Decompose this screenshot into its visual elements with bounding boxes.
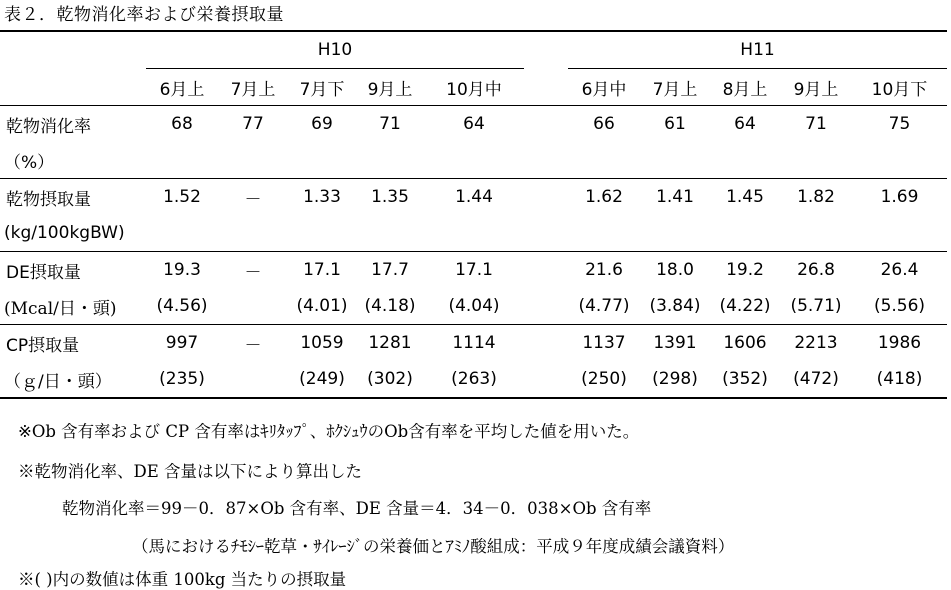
cell: (4.22) <box>710 288 780 325</box>
cell: － <box>244 189 262 210</box>
row-label: (kg/100kgBW) <box>0 215 146 252</box>
cell <box>218 361 288 398</box>
period-header: 6月中 <box>568 69 640 106</box>
row-label: 乾物消化率 <box>6 116 91 137</box>
cell: 1114 <box>452 333 496 353</box>
table-row <box>0 361 947 398</box>
table-row <box>0 142 947 179</box>
cell: 71 <box>805 114 827 134</box>
cell: (302) <box>356 361 424 398</box>
period-header: 8月上 <box>710 69 780 106</box>
table-row <box>0 179 947 216</box>
cell: 1.35 <box>371 187 409 207</box>
cell: 75 <box>888 114 911 134</box>
row-label: （%） <box>0 142 146 179</box>
cell: 61 <box>664 114 686 134</box>
nutrition-table <box>0 30 947 399</box>
cell: 1059 <box>300 333 344 353</box>
table-row <box>0 252 947 289</box>
row-label: 乾物摂取量 <box>6 189 91 210</box>
cell: 1391 <box>653 333 697 353</box>
cell: 997 <box>165 333 199 353</box>
period-header: 9月上 <box>356 69 424 106</box>
cell: (4.18) <box>356 288 424 325</box>
period-header: 10月下 <box>852 69 947 106</box>
period-header: 7月下 <box>288 69 356 106</box>
cell: (3.84) <box>640 288 710 325</box>
cell: 69 <box>311 114 333 134</box>
footnote: ※乾物消化率、DE 含量は以下により算出した <box>18 462 363 481</box>
footnote: ※Ob 含有率および CP 含有率はｷﾘﾀｯﾌﾟ、ﾎｸｼｭｳのOb含有率を平均した値を用いた。 <box>18 422 640 441</box>
cell: (472) <box>780 361 852 398</box>
cell: (4.04) <box>424 288 524 325</box>
row-label: CP摂取量 <box>6 335 80 356</box>
cell: (4.01) <box>288 288 356 325</box>
cell: 19.2 <box>726 260 764 280</box>
formula-note: 乾物消化率＝99－0．87×Ob 含有率、DE 含量＝4．34－0．038×Ob 含有率 <box>62 499 652 518</box>
cell: － <box>244 262 262 283</box>
period-header: 10月中 <box>424 69 524 106</box>
cell: 1137 <box>582 333 626 353</box>
group-h10: H10 <box>146 31 524 69</box>
period-header: 6月上 <box>146 69 218 106</box>
cell: 1.41 <box>656 187 694 207</box>
cell: 1606 <box>723 333 767 353</box>
table-row <box>0 325 947 362</box>
table-row <box>0 215 947 252</box>
cell: 77 <box>242 114 264 134</box>
cell: 21.6 <box>585 260 623 280</box>
cell: 1986 <box>877 333 922 353</box>
period-header: 7月上 <box>218 69 288 106</box>
cell: 19.3 <box>163 260 201 280</box>
period-header-row <box>0 69 947 106</box>
cell: (298) <box>640 361 710 398</box>
cell: (4.77) <box>568 288 640 325</box>
cell: 1.44 <box>455 187 493 207</box>
cell: (5.71) <box>780 288 852 325</box>
cell: 1.45 <box>726 187 764 207</box>
cell: (352) <box>710 361 780 398</box>
cell: 1.82 <box>797 187 835 207</box>
cell: (263) <box>424 361 524 398</box>
row-label: DE摂取量 <box>6 262 81 283</box>
period-header: 9月上 <box>780 69 852 106</box>
cell: 1281 <box>368 333 412 353</box>
cell: (249) <box>288 361 356 398</box>
cell: 64 <box>463 114 485 134</box>
cell: (5.56) <box>852 288 947 325</box>
cell: － <box>244 335 262 356</box>
cell: 1.52 <box>163 187 201 207</box>
cell: (418) <box>852 361 947 398</box>
table-row <box>0 288 947 325</box>
cell: 17.1 <box>303 260 341 280</box>
cell: 17.1 <box>455 260 493 280</box>
cell: 71 <box>379 114 401 134</box>
cell: 18.0 <box>656 260 694 280</box>
cell: 1.69 <box>880 187 919 207</box>
table-row <box>0 106 947 143</box>
cell: (4.56) <box>146 288 218 325</box>
cell: (250) <box>568 361 640 398</box>
cell <box>218 288 288 325</box>
table-title: 表２．乾物消化率および栄養摂取量 <box>4 5 284 25</box>
row-label: (Mcal/日・頭) <box>0 288 146 325</box>
cell: 66 <box>593 114 615 134</box>
cell: 1.33 <box>303 187 341 207</box>
group-header-row <box>0 31 947 69</box>
cell: 64 <box>734 114 756 134</box>
period-header: 7月上 <box>640 69 710 106</box>
footnote: ※( )内の数値は体重 100kg 当たりの摂取量 <box>18 570 347 589</box>
source-note: （馬におけるﾁﾓｼｰ乾草・ｻｲﾚｰｼﾞの栄養価とｱﾐﾉ酸組成：平成９年度成績会議資料） <box>132 537 735 556</box>
cell: 26.4 <box>880 260 919 280</box>
cell: 1.62 <box>585 187 623 207</box>
cell: 2213 <box>794 333 838 353</box>
cell: (235) <box>146 361 218 398</box>
row-label: （ｇ/日・頭） <box>0 361 146 398</box>
cell: 26.8 <box>797 260 835 280</box>
cell: 68 <box>171 114 193 134</box>
group-h11: H11 <box>568 31 947 69</box>
cell: 17.7 <box>371 260 409 280</box>
